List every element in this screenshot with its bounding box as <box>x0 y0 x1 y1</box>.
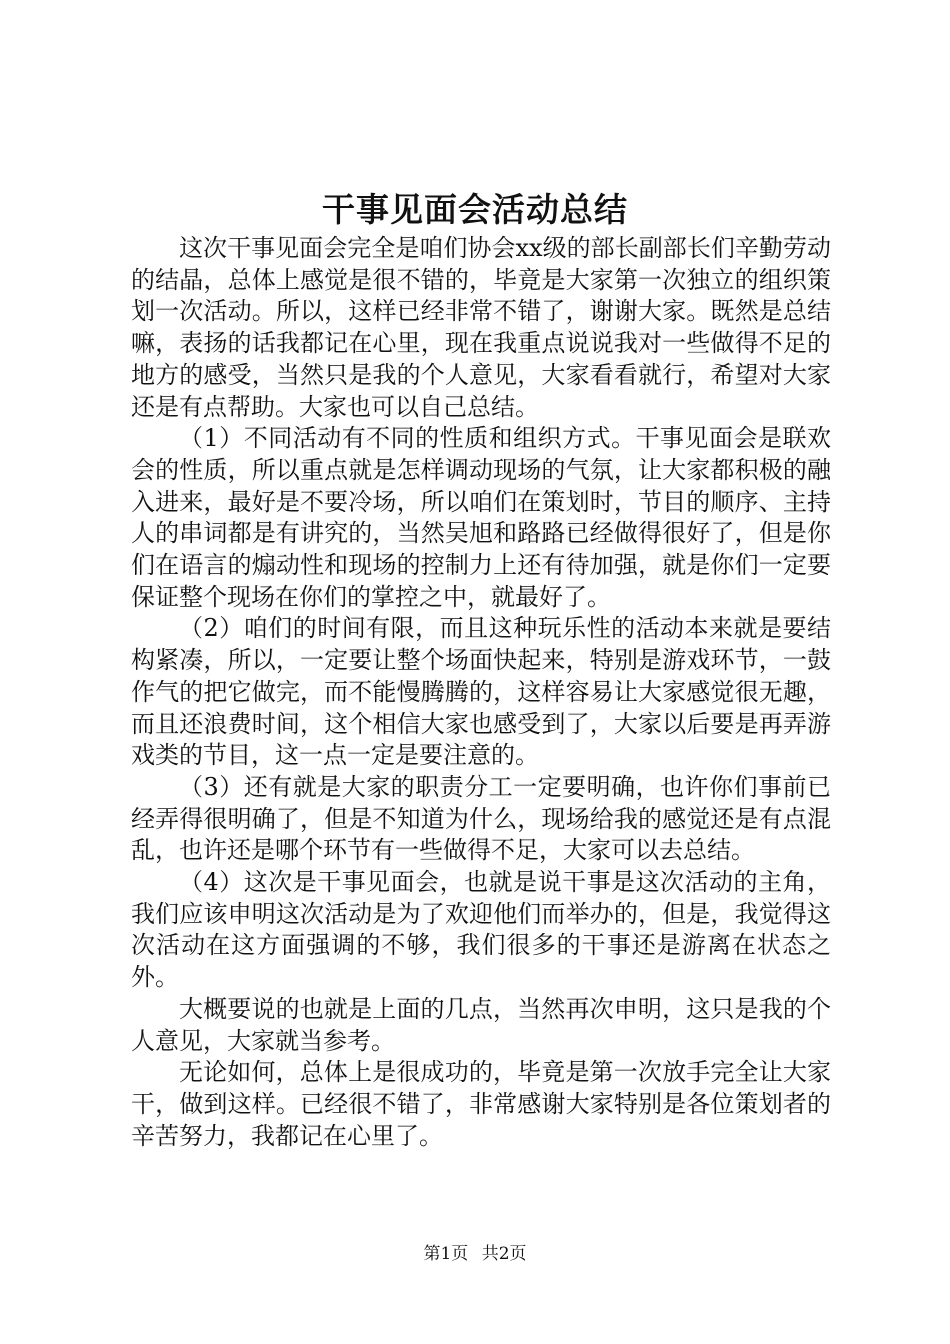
paragraph-point-1: （1）不同活动有不同的性质和组织方式。干事见面会是联欢会的性质，所以重点就是怎样调动现场的气氛，让大家都积极的融入进来，最好是不要冷场，所以咱们在策划时，节目的顺序、主持人的串词都是有讲究的，当然吴旭和路路已经做得很好了，但是你们在语言的煽动性和现场的控制力上还有待加强，就是你们一定要保证整个现场在你们的掌控之中，就最好了。 <box>131 424 831 611</box>
paragraph-summary: 大概要说的也就是上面的几点，当然再次申明，这只是我的个人意见，大家就当参考。 <box>131 994 831 1055</box>
page-number: 第1页 <box>423 1244 469 1264</box>
paragraph-intro: 这次干事见面会完全是咱们协会xx级的部长副部长们辛勤劳动的结晶，总体上感觉是很不错的，毕竟是大家第一次独立的组织策划一次活动。所以，这样已经非常不错了，谢谢大家。既然是总结嘛，表扬的话我都记在心里，现在我重点说说我对一些做得不足的地方的感受，当然只是我的个人意见，大家看看就行，希望对大家还是有点帮助。大家也可以自己总结。 <box>131 234 831 421</box>
paragraph-closing: 无论如何，总体上是很成功的，毕竟是第一次放手完全让大家干，做到这样。已经很不错了，非常感谢大家特别是各位策划者的辛苦努力，我都记在心里了。 <box>131 1058 831 1150</box>
paragraph-point-4: （4）这次是干事见面会，也就是说干事是这次活动的主角，我们应该申明这次活动是为了欢迎他们而举办的，但是，我觉得这次活动在这方面强调的不够，我们很多的干事还是游离在状态之外。 <box>131 868 831 992</box>
paragraph-point-2: （2）咱们的时间有限，而且这种玩乐性的活动本来就是要结构紧凑，所以，一定要让整个场面快起来，特别是游戏环节，一鼓作气的把它做完，而不能慢腾腾的，这样容易让大家感觉很无趣，而且还浪费时间，这个相信大家也感受到了，大家以后要是再弄游戏类的节目，这一点一定是要注意的。 <box>131 614 831 770</box>
document-title: 干事见面会活动总结 <box>322 190 628 229</box>
document-body <box>131 233 831 1152</box>
page-total: 共2页 <box>481 1244 527 1264</box>
paragraph-point-3: （3）还有就是大家的职责分工一定要明确，也许你们事前已经弄得很明确了，但是不知道为什么，现场给我的感觉还是有点混乱，也许还是哪个环节有一些做得不足，大家可以去总结。 <box>131 772 831 865</box>
page-footer <box>0 1242 950 1266</box>
